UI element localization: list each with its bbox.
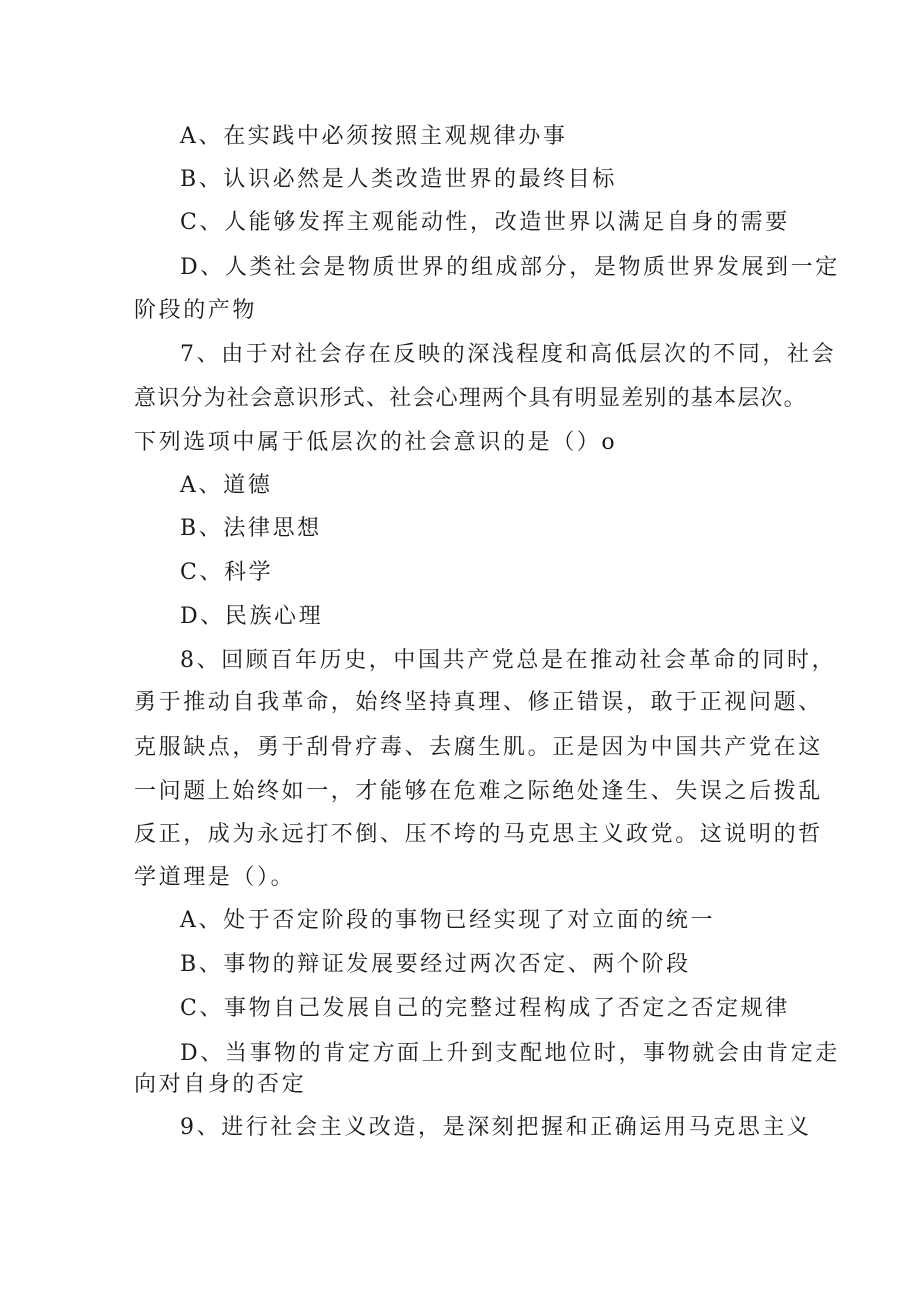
q7-stem-line3: 下列选项中属于低层次的社会意识的是（）o — [134, 430, 618, 455]
q7-option-a: A、道德 — [180, 473, 273, 498]
q6-option-d-line1: D、人类社会是物质世界的组成部分，是物质世界发展到一定 — [180, 255, 840, 280]
q8-stem-line4: 一问题上始终如一，才能够在危难之际绝处逢生、失误之后拨乱 — [134, 779, 823, 804]
q8-stem-line3: 克服缺点，勇于刮骨疗毒、去腐生肌。正是因为中国共产党在这 — [134, 735, 823, 760]
q8-stem-line1: 8、回顾百年历史，中国共产党总是在推动社会革命的同时， — [180, 648, 837, 673]
q8-option-d-line2: 向对自身的否定 — [134, 1072, 307, 1097]
q7-option-b: B、法律思想 — [180, 516, 322, 541]
q8-stem-line6: 学道理是（）。 — [134, 865, 296, 890]
q8-option-d-line1: D、当事物的肯定方面上升到支配地位时，事物就会由肯定走 — [180, 1041, 840, 1066]
q8-stem-line5: 反正，成为永远打不倒、压不垮的马克思主义政党。这说明的哲 — [134, 822, 823, 847]
q7-option-c: C、科学 — [180, 560, 274, 585]
q8-option-c: C、事物自己发展自己的完整过程构成了否定之否定规律 — [180, 996, 790, 1021]
q6-option-d-line2: 阶段的产物 — [134, 298, 258, 323]
q6-option-c: C、人能够发挥主观能动性，改造世界以满足自身的需要 — [180, 210, 790, 235]
q8-stem-line2: 勇于推动自我革命，始终坚持真理、修正错误，敢于正视问题、 — [134, 690, 823, 715]
q7-option-d: D、民族心理 — [180, 604, 324, 629]
q9-stem-line1: 9、进行社会主义改造，是深刻把握和正确运用马克思主义 — [180, 1115, 812, 1140]
q8-option-a: A、处于否定阶段的事物已经实现了对立面的统一 — [180, 908, 716, 933]
q7-stem-line2: 意识分为社会意识形式、社会心理两个具有明显差别的基本层次。 — [134, 386, 807, 411]
q8-option-b: B、事物的辩证发展要经过两次否定、两个阶段 — [180, 952, 691, 977]
q7-stem-line1: 7、由于对社会存在反映的深浅程度和高低层次的不同，社会 — [180, 342, 837, 367]
q6-option-b: B、认识必然是人类改造世界的最终目标 — [180, 167, 617, 192]
q6-option-a: A、在实践中必须按照主观规律办事 — [180, 124, 568, 149]
